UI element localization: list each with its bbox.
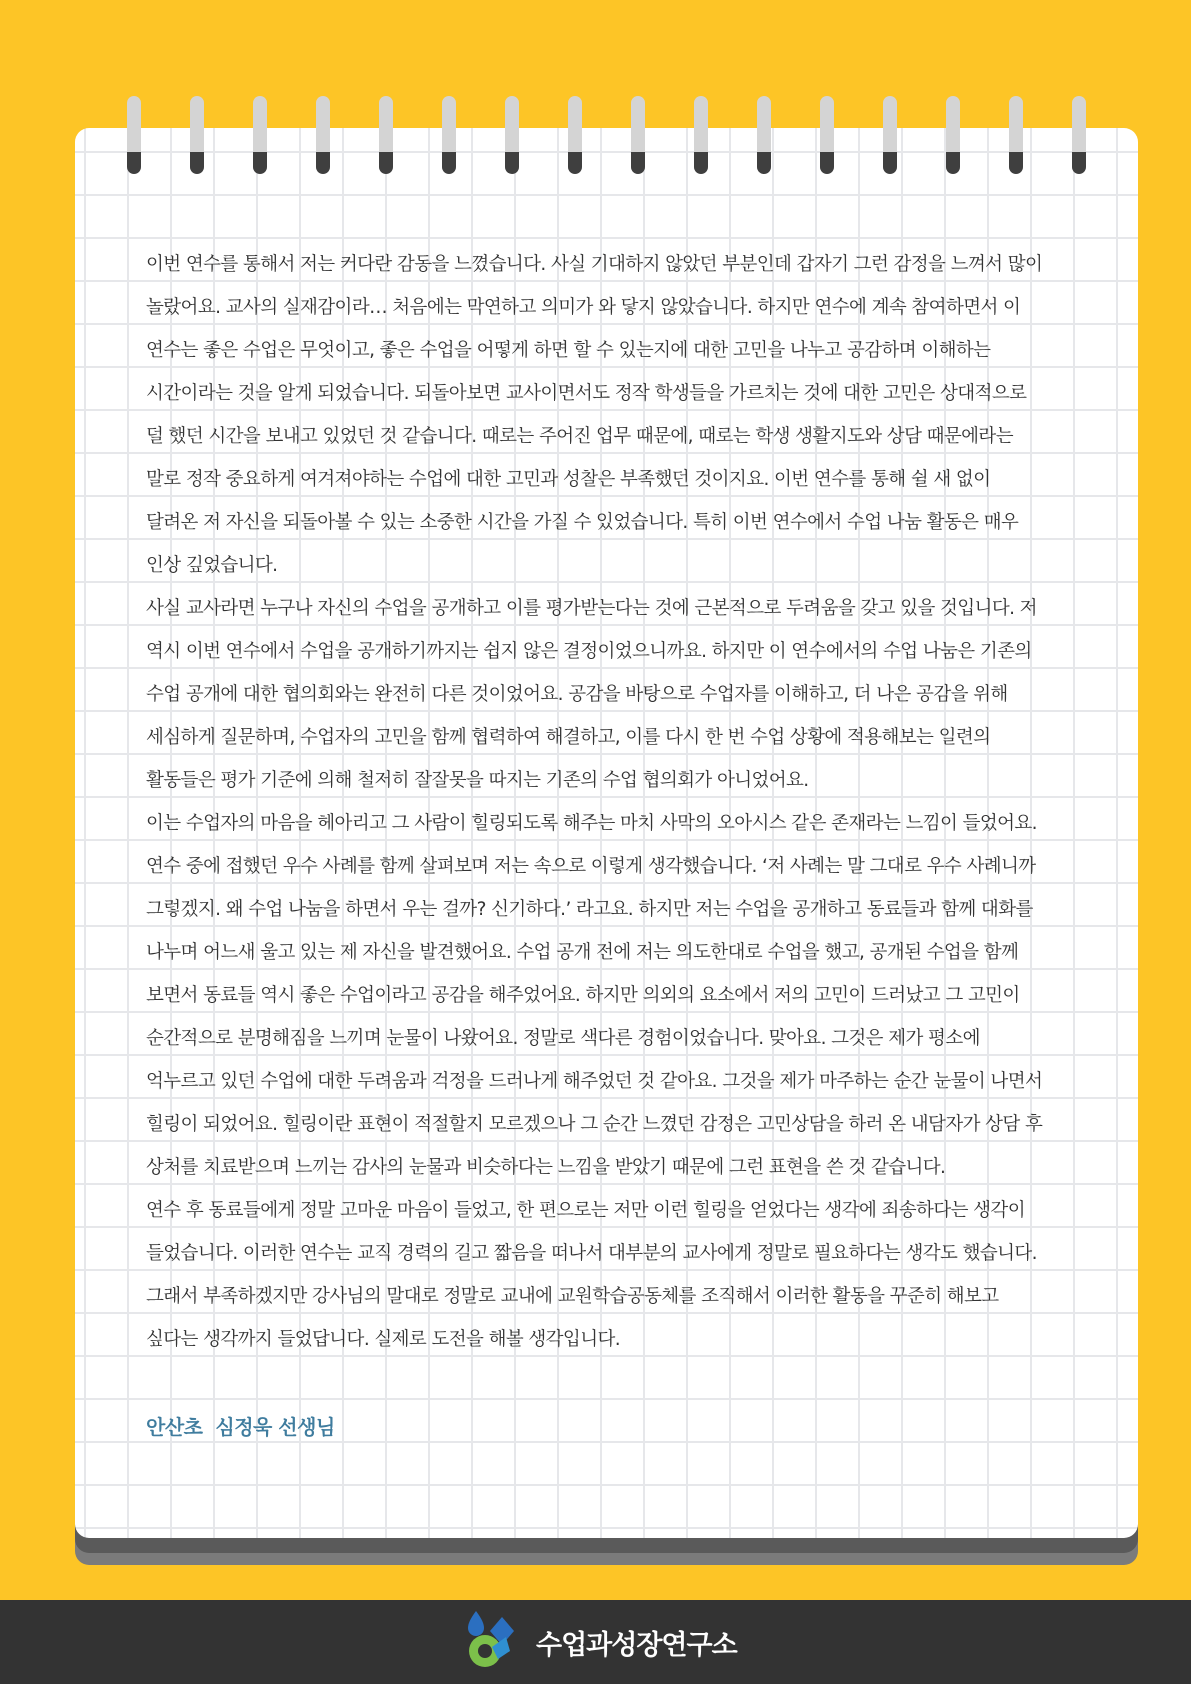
testimonial-body — [146, 243, 1046, 1361]
leaf-drop-logo-icon — [458, 1607, 528, 1677]
author-signature: 안산초 심정욱 선생님 — [146, 1415, 335, 1439]
paragraph-1: 이번 연수를 통해서 저는 커다란 감동을 느꼈습니다. 사실 기대하지 않았던 부분인데 갑자기 그런 감정을 느껴서 많이 놀랐어요. 교사의 실재감이라… 처음에는 막연하고 의미가 와 닿지 않았습니다. 하지만 연수에 계속 참여하면서 이 연수는 좋은 수업은 무엇이고, 좋은 수업을 어떻게 하면 할 수 있는지에 대한 고민을 나누고 공감하며 이해하는 시간이라는 것을 알게 되었습니다. 되돌아보면 교사이면서도 정작 학생들을 가르치는 것에 대한 고민은 상대적으로 덜 했던 시간을 보내고 있었던 것 같습니다. 때로는 주어진 업무 때문에, 때로는 학생 생활지도와 상담 때문에라는 말로 정작 중요하게 여겨져야하는 수업에 대한 고민과 성찰은 부족했던 것이지요. 이번 연수를 통해 쉴 새 없이 달려온 저 자신을 되돌아볼 수 있는 소중한 시간을 가질 수 있었습니다. 특히 이번 연수에서 수업 나눔 활동은 매우 인상 깊었습니다. — [146, 254, 1043, 576]
brand-name: 수업과성장연구소 — [536, 1629, 737, 1661]
footer-logo — [458, 1602, 737, 1682]
paragraph-4: 연수 후 동료들에게 정말 고마운 마음이 들었고, 한 편으로는 저만 이런 힐링을 얻었다는 생각에 죄송하다는 생각이 들었습니다. 이러한 연수는 교직 경력의 길고 짧음을 떠나서 대부분의 교사에게 정말로 필요하다는 생각도 했습니다. 그래서 부족하겠지만 강사님의 말대로 정말로 교내에 교원학습공동체를 조직해서 이러한 활동을 꾸준히 해보고 싶다는 생각까지 들었답니다. 실제로 도전을 해볼 생각입니다. — [146, 1200, 1037, 1350]
paragraph-3: 이는 수업자의 마음을 헤아리고 그 사람이 힐링되도록 해주는 마치 사막의 오아시스 같은 존재라는 느낌이 들었어요. 연수 중에 접했던 우수 사례를 함께 살펴보며 저는 속으로 이렇게 생각했습니다. ‘저 사례는 말 그대로 우수 사례니까 그렇겠지. 왜 수업 나눔을 하면서 우는 걸까? 신기하다.’ 라고요. 하지만 저는 수업을 공개하고 동료들과 함께 대화를 나누며 어느새 울고 있는 제 자신을 발견했어요. 수업 공개 전에 저는 의도한대로 수업을 했고, 공개된 수업을 함께 보면서 동료들 역시 좋은 수업이라고 공감을 해주었어요. 하지만 의외의 요소에서 저의 고민이 드러났고 그 고민이 순간적으로 분명해짐을 느끼며 눈물이 나왔어요. 정말로 색다른 경험이었습니다. 맞아요. 그것은 제가 평소에 억누르고 있던 수업에 대한 두려움과 걱정을 드러나게 해주었던 것 같아요. 그것을 제가 마주하는 순간 눈물이 나면서 힐링이 되었어요. 힐링이란 표현이 적절할지 모르겠으나 그 순간 느꼈던 감정은 고민상담을 하러 온 내담자가 상담 후 상처를 치료받으며 느끼는 감사의 눈물과 비슷하다는 느낌을 받았기 때문에 그런 표현을 쓴 것 같습니다. — [146, 813, 1043, 1178]
paragraph-2: 사실 교사라면 누구나 자신의 수업을 공개하고 이를 평가받는다는 것에 근본적으로 두려움을 갖고 있을 것입니다. 저 역시 이번 연수에서 수업을 공개하기까지는 쉽지 않은 결정이었으니까요. 하지만 이 연수에서의 수업 나눔은 기존의 수업 공개에 대한 협의회와는 완전히 다른 것이었어요. 공감을 바탕으로 수업자를 이해하고, 더 나은 공감을 위해 세심하게 질문하며, 수업자의 고민을 함께 협력하여 해결하고, 이를 다시 한 번 수업 상황에 적용해보는 일련의 활동들은 평가 기준에 의해 철저히 잘잘못을 따지는 기존의 수업 협의회가 아니었어요. — [146, 598, 1037, 791]
